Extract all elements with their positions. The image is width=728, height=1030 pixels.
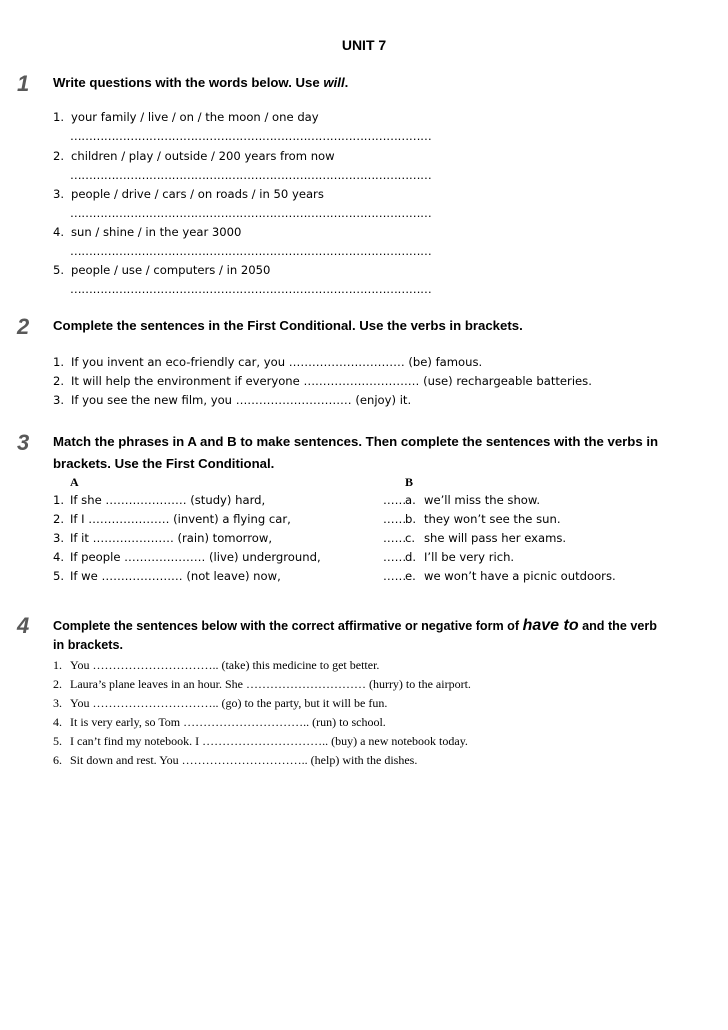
item-text: I can’t find my notebook. I ………………………….. (buy) a new notebook today. xyxy=(70,734,468,748)
answer-blank[interactable]: …… xyxy=(383,550,407,564)
item-number: 2. xyxy=(53,149,65,163)
instruction-text-end: . xyxy=(344,75,349,90)
section-4-instruction-line-2: in brackets. xyxy=(53,638,123,652)
section-3-instruction-line-2: brackets. Use the First Conditional. xyxy=(53,456,275,471)
list-item xyxy=(53,696,387,711)
answer-line[interactable]: …………………………………………………………………………………… xyxy=(70,129,432,143)
list-item xyxy=(53,374,592,388)
answer-line[interactable]: …………………………………………………………………………………… xyxy=(70,282,432,296)
section-3-instruction-line-1: Match the phrases in A and B to make sentences. Then complete the sentences with the verbs in xyxy=(53,434,659,449)
instruction-text-end: and the verb xyxy=(578,619,657,633)
phrase-b: she will pass her exams. xyxy=(424,531,567,545)
phrase-b: they won’t see the sun. xyxy=(424,512,561,526)
phrase-a: If it ………………… (rain) tomorrow, xyxy=(70,531,273,545)
item-number: 5. xyxy=(53,734,62,748)
list-item xyxy=(53,355,482,369)
item-text: It will help the environment if everyone ………………………… (use) rechargeable batteries. xyxy=(71,374,592,388)
phrase-a: If people ………………… (live) underground, xyxy=(70,550,321,564)
column-b-heading: B xyxy=(405,475,414,489)
list-item xyxy=(53,734,468,749)
letter-label: e. xyxy=(405,569,416,583)
item-number: 4. xyxy=(53,715,62,729)
phrase-a: If we ………………… (not leave) now, xyxy=(70,569,281,583)
letter-label: b. xyxy=(405,512,417,526)
item-number: 1. xyxy=(53,355,65,369)
section-1-number: 1 xyxy=(17,71,30,96)
list-item xyxy=(53,149,335,163)
instruction-text: Write questions with the words below. Use xyxy=(53,75,324,90)
list-item xyxy=(53,393,411,407)
answer-blank[interactable]: …… xyxy=(383,493,407,507)
instruction-text: Complete the sentences below with the correct affirmative or negative form of xyxy=(53,619,523,633)
answer-blank[interactable]: …… xyxy=(383,531,407,545)
item-text: sun / shine / in the year 3000 xyxy=(71,225,242,239)
letter-label: c. xyxy=(405,531,416,545)
list-item xyxy=(53,225,241,239)
letter-label: d. xyxy=(405,550,417,564)
item-number: 6. xyxy=(53,753,62,767)
list-item xyxy=(53,715,386,730)
section-4-instruction-line-1 xyxy=(53,617,657,635)
phrase-a: If she ………………… (study) hard, xyxy=(70,493,266,507)
item-text: You ………………………….. (go) to the party, but it will be fun. xyxy=(70,696,388,710)
row-number: 4. xyxy=(53,550,65,564)
item-number: 4. xyxy=(53,225,65,239)
section-3-number: 3 xyxy=(17,430,30,455)
answer-blank[interactable]: …… xyxy=(383,512,407,526)
instruction-emphasis: have to xyxy=(522,617,579,634)
phrase-b: I’ll be very rich. xyxy=(424,550,515,564)
column-a-heading: A xyxy=(70,475,79,489)
item-text: people / use / computers / in 2050 xyxy=(71,263,271,277)
list-item xyxy=(53,187,324,201)
answer-line[interactable]: …………………………………………………………………………………… xyxy=(70,168,432,182)
phrase-b: we won’t have a picnic outdoors. xyxy=(424,569,616,583)
row-number: 2. xyxy=(53,512,65,526)
list-item xyxy=(53,110,319,124)
item-text: Sit down and rest. You ………………………….. (help) with the dishes. xyxy=(70,753,418,767)
list-item xyxy=(53,263,270,277)
item-number: 3. xyxy=(53,696,62,710)
item-number: 3. xyxy=(53,187,65,201)
item-number: 2. xyxy=(53,677,62,691)
item-text: You ………………………….. (take) this medicine to get better. xyxy=(70,658,380,672)
item-text: children / play / outside / 200 years from now xyxy=(71,149,335,163)
page-title: UNIT 7 xyxy=(341,37,387,53)
answer-line[interactable]: …………………………………………………………………………………… xyxy=(70,206,432,220)
item-number: 5. xyxy=(53,263,65,277)
item-number: 1. xyxy=(53,658,62,672)
item-number: 1. xyxy=(53,110,65,124)
item-text: your family / live / on / the moon / one day xyxy=(71,110,319,124)
section-1-instruction xyxy=(53,75,348,90)
list-item xyxy=(53,677,471,692)
item-text: If you see the new film, you ………………………… (enjoy) it. xyxy=(71,393,412,407)
row-number: 1. xyxy=(53,493,65,507)
section-2-instruction: Complete the sentences in the First Conditional. Use the verbs in brackets. xyxy=(53,318,523,333)
item-text: Laura’s plane leaves in an hour. She ………………………… (hurry) to the airport. xyxy=(70,677,471,691)
section-2-number: 2 xyxy=(17,314,30,339)
row-number: 5. xyxy=(53,569,65,583)
answer-line[interactable]: …………………………………………………………………………………… xyxy=(70,244,432,258)
instruction-emphasis: will xyxy=(323,75,345,90)
answer-blank[interactable]: …… xyxy=(383,569,407,583)
list-item xyxy=(53,658,379,673)
section-4-number: 4 xyxy=(17,613,30,638)
list-item xyxy=(53,753,417,768)
item-text: If you invent an eco-friendly car, you ………………………… (be) famous. xyxy=(71,355,483,369)
item-number: 2. xyxy=(53,374,65,388)
item-number: 3. xyxy=(53,393,65,407)
phrase-a: If I ………………… (invent) a flying car, xyxy=(70,512,291,526)
item-text: It is very early, so Tom ………………………….. (run) to school. xyxy=(70,715,386,729)
phrase-b: we’ll miss the show. xyxy=(424,493,541,507)
item-text: people / drive / cars / on roads / in 50 years xyxy=(71,187,324,201)
letter-label: a. xyxy=(405,493,416,507)
row-number: 3. xyxy=(53,531,65,545)
